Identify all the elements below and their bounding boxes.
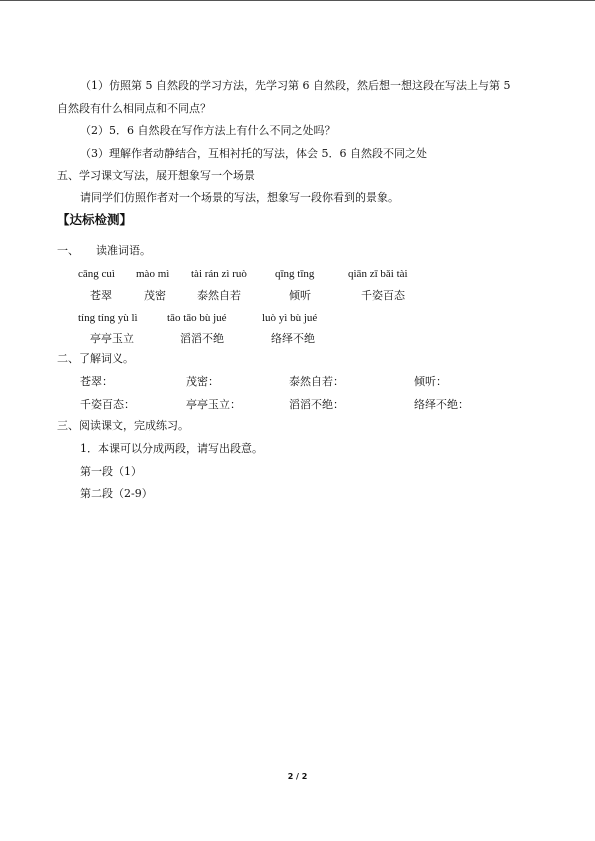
word-tairanziruo: 泰然自若 [197,289,241,302]
word-maomi: 茂密 [144,289,166,302]
word-taotaobujue: 滔滔不绝 [180,332,224,345]
word-tingtingyuli: 亭亭玉立 [90,332,134,345]
section-3-title: 三、阅读课文，完成练习。 [57,419,189,432]
pinyin-maomi: mào mì [136,268,170,280]
page-number: 2 / 2 [287,772,308,781]
section-3-part-1: 第一段（1） [80,465,142,478]
definition-qingting: 倾听： [414,375,447,388]
definition-tairanziruo: 泰然自若： [289,375,344,388]
definition-cangcui: 苍翠： [80,375,113,388]
word-cangcui: 苍翠 [90,289,112,302]
definition-luoyibujue: 络绎不绝： [414,398,469,411]
paragraph-1-line-1: （1）仿照第 5 自然段的学习方法，先学习第 6 自然段，然后想一想这段在写法上与第 5 [80,79,511,92]
section-1-instruction: 读准词语。 [96,244,151,257]
word-luoyibujue: 络绎不绝 [271,332,315,345]
pinyin-cangcui: cāng cuì [78,268,115,280]
pinyin-qingting: qīng tīng [275,268,315,280]
pinyin-luoyibujue: luò yì bù jué [262,312,318,324]
definition-maomi: 茂密： [186,375,219,388]
section-5-title: 五、学习课文写法，展开想象写一个场景 [57,169,255,182]
assessment-heading: 【达标检测】 [57,212,133,227]
definition-qianzibaitai: 千姿百态： [80,398,135,411]
paragraph-2: （2）5．6 自然段在写作方法上有什么不同之处吗？ [80,124,336,137]
top-border-line [0,0,595,1]
section-3-part-2: 第二段（2-9） [80,487,153,500]
section-1-number: 一、 [57,244,79,257]
section-2-title: 二、了解词义。 [57,352,134,365]
pinyin-qianzibaitai: qiān zī bǎi tài [348,268,408,280]
paragraph-1-line-2: 自然段有什么相同点和不同点？ [57,102,211,115]
definition-tingtingyuli: 亭亭玉立： [186,398,241,411]
pinyin-taotaobujue: tāo tāo bù jué [167,312,227,324]
word-qingting: 倾听 [289,289,311,302]
pinyin-tairanziruo: tài rán zì ruò [191,268,247,280]
section-3-question-1: 1．本课可以分成两段，请写出段意。 [80,442,263,455]
paragraph-3: （3）理解作者动静结合，互相衬托的写法，体会 5．6 自然段不同之处 [80,147,427,160]
word-qianzibaitai: 千姿百态 [361,289,405,302]
pinyin-tingtingyuli: tíng tíng yù lì [78,312,138,324]
definition-taotaobujue: 滔滔不绝： [289,398,344,411]
section-5-body: 请同学们仿照作者对一个场景的写法，想象写一段你看到的景象。 [80,191,399,204]
